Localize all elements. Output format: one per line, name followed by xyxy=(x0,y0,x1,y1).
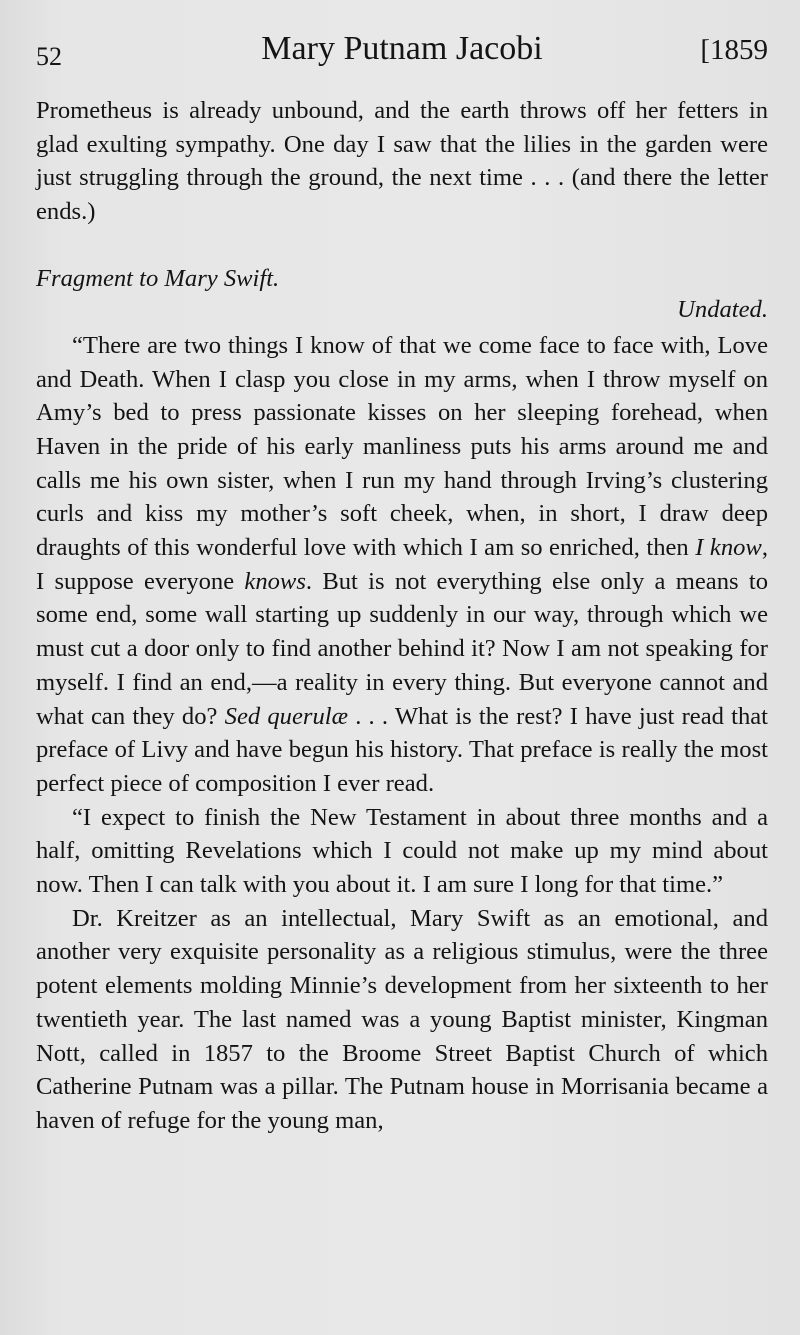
paragraph-letter-ending: Prometheus is already unbound, and the earth throws off her fetters in glad exulting sympathy. One day I saw that the lilies in the garden were just struggling through the ground, the next time . . . (and there the letter ends.) xyxy=(36,97,768,226)
fragment-heading: Fragment to Mary Swift. xyxy=(36,264,280,292)
running-title: Mary Putnam Jacobi xyxy=(261,30,543,67)
emphasis-knows: knows xyxy=(244,567,306,595)
text-run: . But is not everything else only a means to some end, some wall starting up suddenly in our way, through which we must cut a door only to find another behind it? Now I am not speaking for myself. I find an end,—a reality in every thing. But everyone cannot and what can they do? xyxy=(36,567,768,730)
paragraph-love-and-death xyxy=(36,329,768,801)
page-number: 52 xyxy=(36,42,62,71)
emphasis-sed-querulae: Sed querulæ xyxy=(224,702,348,730)
text-run: , I suppose everyone xyxy=(36,534,768,595)
emphasis-i-know: I know xyxy=(695,534,762,562)
fragment-date: Undated. xyxy=(677,295,768,323)
paragraph-new-testament: “I expect to finish the New Testament in about three months and a half, omitting Revelations which I could not make up my mind about now. Then I can talk with you about it. I am sure I long for that time.” xyxy=(36,803,768,899)
running-header xyxy=(36,30,768,84)
paragraph-kreitzer: Dr. Kreitzer as an intellectual, Mary Swift as an emotional, and another very exquisite personality as a religious stimulus, were the three potent elements molding Minnie’s development from her sixteenth to her twentieth year. The last named was a young Baptist minister, Kingman Nott, called in 1857 to the Broome Street Baptist Church of which Catherine Putnam was a pillar. The Putnam house in Morrisania became a haven of refuge for the young man, xyxy=(36,904,768,1134)
running-year: [1859 xyxy=(700,34,768,66)
text-run: “There are two things I know of that we come face to face with, Love and Death. When I clasp you close in my arms, when I throw myself on Amy’s bed to press passionate kisses on her sleeping forehead, when Haven in the pride of his early manliness puts his arms around me and calls me his own sister, when I run my hand through Irving’s clustering curls and kiss my mother’s soft cheek, when, in short, I draw deep draughts of this wonderful love with which I am so enriched, then xyxy=(36,331,768,562)
text-run: . . . What is the rest? I have just read that preface of Livy and have begun his history. That preface is really the most perfect piece of composition I ever read. xyxy=(36,702,768,797)
